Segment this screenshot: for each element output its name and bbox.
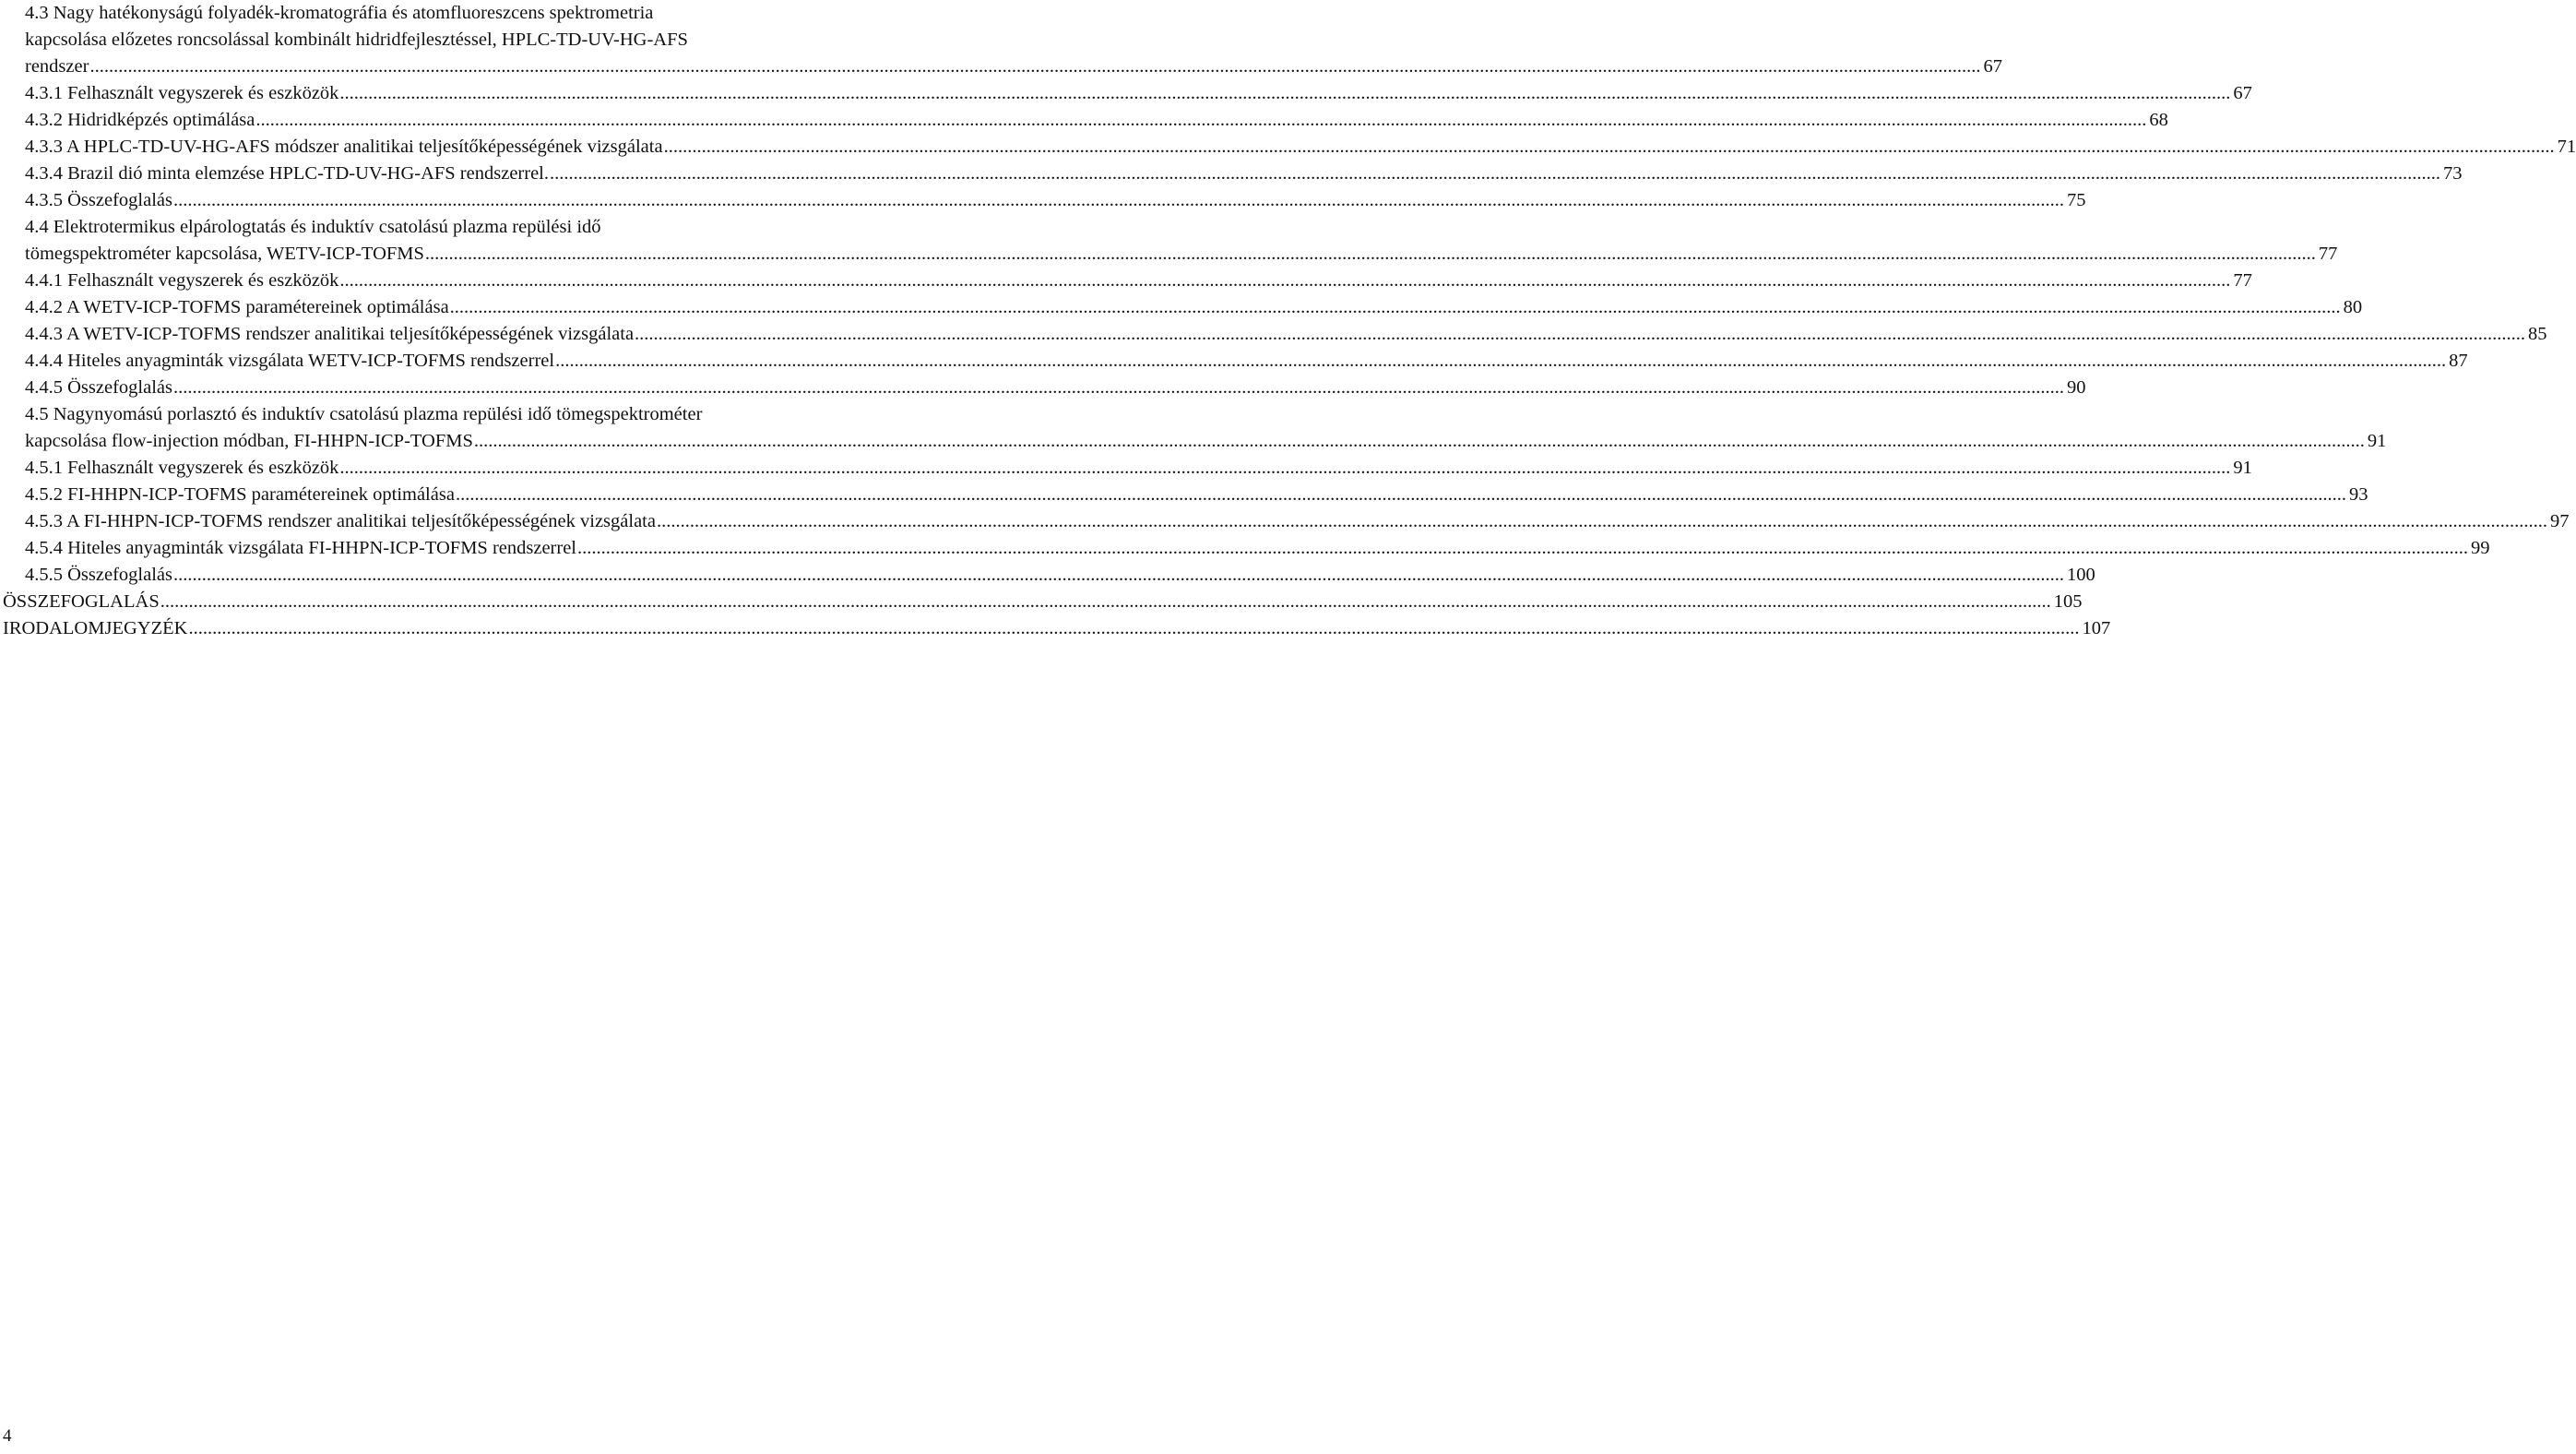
- toc-entry-title: 4.3.5 Összefoglalás: [25, 190, 172, 210]
- toc-page-number: 90: [2066, 377, 2086, 398]
- toc-entry-line: [25, 294, 2363, 321]
- toc-entry-line: [25, 214, 878, 241]
- table-of-contents: [0, 0, 2576, 642]
- toc-entry[interactable]: [0, 508, 2570, 535]
- toc-entry-line: [25, 482, 2368, 508]
- toc-leader-dots: ................................................................................................................................................................................................................................................................................................................................................................................................................: [577, 538, 2468, 558]
- toc-leader-dots: ................................................................................................................................................................................................................................................................................................................................................................................................................: [449, 297, 2341, 317]
- toc-entry-line: [25, 27, 878, 54]
- toc-entry-line: [25, 401, 878, 428]
- toc-entry-title: 4.5.2 FI-HHPN-ICP-TOFMS paramétereinek optimálása: [25, 484, 455, 505]
- toc-entry-line: [25, 375, 2086, 401]
- toc-entry[interactable]: [0, 0, 2002, 80]
- toc-entry[interactable]: [0, 294, 2363, 321]
- toc-entry[interactable]: [0, 589, 2083, 615]
- toc-page-number: 97: [2549, 511, 2570, 531]
- toc-entry-title: 4.3.4 Brazil dió minta elemzése HPLC-TD-UV-HG-AFS rendszerrel.: [25, 163, 549, 184]
- toc-entry-line: [3, 589, 2083, 615]
- toc-entry-line: [25, 562, 2095, 589]
- toc-entry-line: [25, 134, 2576, 161]
- toc-leader-dots: ................................................................................................................................................................................................................................................................................................................................................................................................................: [172, 377, 2064, 398]
- toc-page-number: 91: [2367, 431, 2387, 451]
- toc-entry-title: 4.5.5 Összefoglalás: [25, 565, 172, 585]
- toc-page-number: 107: [2082, 618, 2111, 638]
- toc-entry-line: [25, 348, 2468, 375]
- toc-entry[interactable]: [0, 161, 2463, 187]
- toc-entry[interactable]: [0, 455, 2252, 482]
- toc-leader-dots: ................................................................................................................................................................................................................................................................................................................................................................................................................: [455, 484, 2346, 505]
- toc-page-number: 85: [2528, 324, 2547, 344]
- toc-page-number: 80: [2343, 297, 2363, 317]
- toc-entry[interactable]: [0, 401, 2387, 455]
- toc-leader-dots: ................................................................................................................................................................................................................................................................................................................................................................................................................: [188, 618, 2080, 638]
- toc-entry-title: 4.3.3 A HPLC-TD-UV-HG-AFS módszer analitikai teljesítőképességének vizsgálata: [25, 137, 663, 157]
- toc-leader-dots: ................................................................................................................................................................................................................................................................................................................................................................................................................: [89, 56, 1981, 77]
- toc-entry-line: [3, 615, 2111, 642]
- toc-leader-dots: ................................................................................................................................................................................................................................................................................................................................................................................................................: [663, 137, 2555, 157]
- toc-page-number: 91: [2233, 458, 2252, 478]
- toc-page-number: 67: [2233, 83, 2252, 103]
- toc-entry-title: ÖSSZEFOGLALÁS: [3, 591, 160, 612]
- toc-entry[interactable]: [0, 107, 2168, 134]
- toc-entry-title: 4.5.4 Hiteles anyagminták vizsgálata FI-HHPN-ICP-TOFMS rendszerrel: [25, 538, 576, 558]
- toc-entry-title: kapcsolása előzetes roncsolással kombinált hidridfejlesztéssel, HPLC-TD-UV-HG-AFS: [25, 30, 688, 50]
- toc-entry-title: 4.5.1 Felhasznált vegyszerek és eszközök: [25, 458, 339, 478]
- toc-leader-dots: ................................................................................................................................................................................................................................................................................................................................................................................................................: [255, 110, 2147, 130]
- toc-entry-line: [25, 161, 2463, 187]
- toc-page-number: 71: [2557, 137, 2576, 157]
- toc-entry-title: 4.5.3 A FI-HHPN-ICP-TOFMS rendszer analitikai teljesítőképességének vizsgálata: [25, 511, 656, 531]
- toc-entry-title: 4.5 Nagynyomású porlasztó és induktív csatolású plazma repülési idő tömegspektrométer: [25, 404, 703, 424]
- toc-entry[interactable]: [0, 214, 2338, 268]
- toc-entry-title: 4.3.2 Hidridképzés optimálása: [25, 110, 255, 130]
- toc-page-number: 67: [1983, 56, 2002, 77]
- toc-page-number: 100: [2066, 565, 2095, 585]
- toc-leader-dots: ................................................................................................................................................................................................................................................................................................................................................................................................................: [549, 163, 2440, 184]
- toc-leader-dots: ................................................................................................................................................................................................................................................................................................................................................................................................................: [172, 565, 2064, 585]
- toc-page-number: 93: [2348, 484, 2368, 505]
- toc-page-number: 77: [2318, 244, 2338, 264]
- toc-page-number: 105: [2053, 591, 2083, 612]
- toc-leader-dots: ................................................................................................................................................................................................................................................................................................................................................................................................................: [555, 351, 2447, 371]
- page-number: 4: [3, 1426, 12, 1446]
- toc-entry-line: [25, 268, 2252, 294]
- toc-entry-title: 4.4.2 A WETV-ICP-TOFMS paramétereinek optimálása: [25, 297, 449, 317]
- toc-entry[interactable]: [0, 348, 2468, 375]
- toc-entry-title: 4.3.1 Felhasznált vegyszerek és eszközök: [25, 83, 339, 103]
- toc-entry-title: 4.4.4 Hiteles anyagminták vizsgálata WETV-ICP-TOFMS rendszerrel: [25, 351, 555, 371]
- toc-entry[interactable]: [0, 562, 2095, 589]
- toc-leader-dots: ................................................................................................................................................................................................................................................................................................................................................................................................................: [339, 458, 2231, 478]
- toc-page-number: 87: [2449, 351, 2468, 371]
- toc-entry-title: 4.4 Elektrotermikus elpárologtatás és induktív csatolású plazma repülési idő: [25, 217, 601, 237]
- toc-entry-line: [25, 241, 2338, 268]
- toc-page-number: 73: [2442, 163, 2463, 184]
- toc-leader-dots: ................................................................................................................................................................................................................................................................................................................................................................................................................: [339, 270, 2231, 291]
- toc-entry-title: rendszer: [25, 56, 89, 77]
- toc-entry[interactable]: [0, 268, 2252, 294]
- toc-entry-title: kapcsolása flow-injection módban, FI-HHPN-ICP-TOFMS: [25, 431, 473, 451]
- toc-entry-line: [25, 455, 2252, 482]
- toc-entry-line: [25, 187, 2086, 214]
- toc-entry-line: [25, 535, 2490, 562]
- toc-entry-title: IRODALOMJEGYZÉK: [3, 618, 188, 638]
- toc-entry[interactable]: [0, 134, 2576, 161]
- toc-leader-dots: ................................................................................................................................................................................................................................................................................................................................................................................................................: [473, 431, 2365, 451]
- toc-entry-line: [25, 428, 2387, 455]
- toc-entry-line: [25, 508, 2570, 535]
- toc-entry[interactable]: [0, 187, 2086, 214]
- toc-page-number: 77: [2233, 270, 2252, 291]
- toc-entry-title: tömegspektrométer kapcsolása, WETV-ICP-TOFMS: [25, 244, 424, 264]
- toc-entry-line: [25, 54, 2002, 80]
- toc-leader-dots: ................................................................................................................................................................................................................................................................................................................................................................................................................: [635, 324, 2526, 344]
- toc-page-number: 99: [2471, 538, 2490, 558]
- toc-leader-dots: ................................................................................................................................................................................................................................................................................................................................................................................................................: [172, 190, 2064, 210]
- toc-leader-dots: ................................................................................................................................................................................................................................................................................................................................................................................................................: [424, 244, 2316, 264]
- toc-leader-dots: ................................................................................................................................................................................................................................................................................................................................................................................................................: [339, 83, 2231, 103]
- toc-entry[interactable]: [0, 615, 2111, 642]
- toc-page-number: 75: [2066, 190, 2086, 210]
- toc-entry-title: 4.3 Nagy hatékonyságú folyadék-kromatográfia és atomfluoreszcens spektrometria: [25, 3, 654, 23]
- toc-entry-line: [25, 107, 2168, 134]
- toc-entry[interactable]: [0, 321, 2547, 348]
- toc-entry[interactable]: [0, 535, 2490, 562]
- toc-entry[interactable]: [0, 80, 2252, 107]
- toc-leader-dots: ................................................................................................................................................................................................................................................................................................................................................................................................................: [160, 591, 2051, 612]
- toc-entry-line: [25, 80, 2252, 107]
- toc-entry-line: [25, 0, 878, 27]
- toc-entry-title: 4.4.3 A WETV-ICP-TOFMS rendszer analitikai teljesítőképességének vizsgálata: [25, 324, 635, 344]
- toc-page-number: 68: [2149, 110, 2168, 130]
- toc-entry-line: [25, 321, 2547, 348]
- toc-entry-title: 4.4.5 Összefoglalás: [25, 377, 172, 398]
- toc-entry-title: 4.4.1 Felhasznált vegyszerek és eszközök: [25, 270, 339, 291]
- toc-entry[interactable]: [0, 482, 2368, 508]
- toc-entry[interactable]: [0, 375, 2086, 401]
- toc-leader-dots: ................................................................................................................................................................................................................................................................................................................................................................................................................: [656, 511, 2547, 531]
